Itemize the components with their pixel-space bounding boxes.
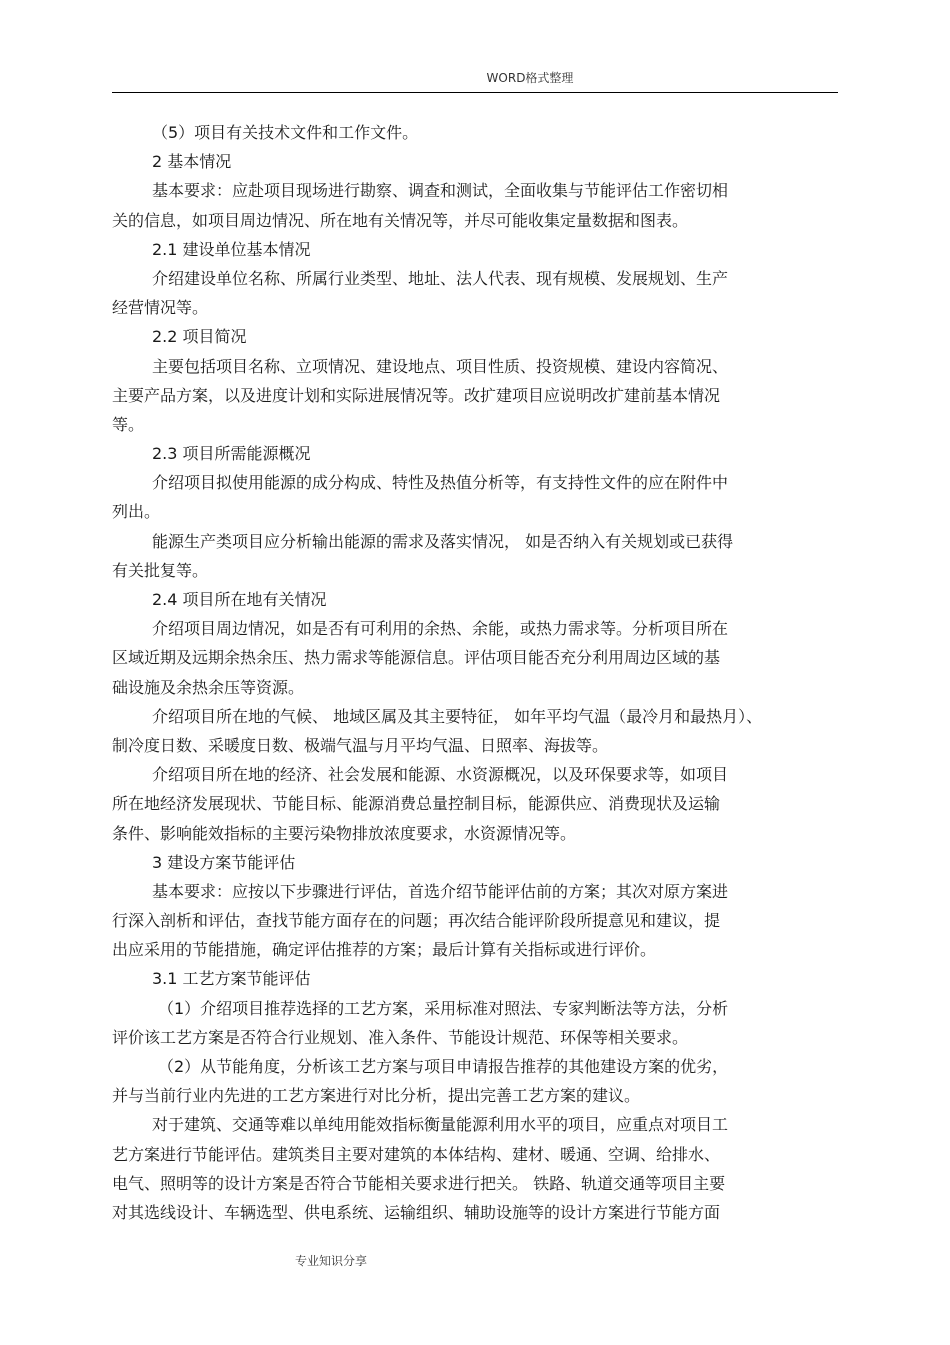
text-line: 主要包括项目名称、立项情况、建设地点、项目性质、投资规模、建设内容简况、 [152,356,729,376]
text-line: 评价该工艺方案是否符合行业规划、准入条件、节能设计规范、环保等相关要求。 [112,1027,689,1047]
text-line: 列出。 [112,502,161,522]
page-footer: 专业知识分享 [295,1254,368,1268]
section-heading: 2 基本情况 [152,152,232,172]
text-line: （2）从节能角度，分析该工艺方案与项目申请报告推荐的其他建设方案的优劣， [158,1057,729,1076]
section-heading: 2.3 项目所需能源概况 [152,444,311,464]
text-line: 介绍项目所在地的气候、 地域区属及其主要特征， 如年平均气温（最冷月和最热月）、 [152,706,763,726]
text-line: 行深入剖析和评估，查找节能方面存在的问题；再次结合能评阶段所提意见和建议，提 [112,911,721,931]
text-line: 础设施及余热余压等资源。 [112,677,305,697]
section-heading: 3 建设方案节能评估 [152,852,296,872]
text-line: 出应采用的节能措施，确定评估推荐的方案；最后计算有关指标或进行评价。 [112,940,657,960]
text-line: 介绍建设单位名称、所属行业类型、地址、法人代表、现有规模、发展规划、生产 [152,268,729,288]
text-line: 等。 [112,414,145,434]
section-heading: 2.4 项目所在地有关情况 [152,590,327,609]
text-line: 有关批复等。 [112,560,209,580]
section-heading: 3.1 工艺方案节能评估 [152,969,311,989]
text-line: 经营情况等。 [112,298,209,318]
text-line: 基本要求：应赴项目现场进行勘察、调查和测试，全面收集与节能评估工作密切相 [152,181,729,201]
text-line: 基本要求：应按以下步骤进行评估，首选介绍节能评估前的方案；其次对原方案进 [152,881,729,901]
section-heading: 2.2 项目简况 [152,327,247,347]
page-header: WORD格式整理 [486,71,574,85]
text-line: 对于建筑、交通等难以单纯用能效指标衡量能源利用水平的项目，应重点对项目工 [152,1115,729,1135]
text-line: （5）项目有关技术文件和工作文件。 [152,123,419,142]
text-line: 并与当前行业内先进的工艺方案进行对比分析，提出完善工艺方案的建议。 [112,1086,641,1106]
text-line: 能源生产类项目应分析输出能源的需求及落实情况， 如是否纳入有关规划或已获得 [152,531,734,551]
text-line: 艺方案进行节能评估。建筑类目主要对建筑的本体结构、建材、暖通、空调、给排水、 [112,1144,721,1164]
text-line: 所在地经济发展现状、节能目标、能源消费总量控制目标，能源供应、消费现状及运输 [112,794,721,814]
document-body [112,118,842,1227]
text-line: 主要产品方案，以及进度计划和实际进展情况等。改扩建项目应说明改扩建前基本情况 [112,385,721,405]
text-line: 关的信息，如项目周边情况、所在地有关情况等，并尽可能收集定量数据和图表。 [112,210,689,230]
text-line: 区域近期及远期余热余压、热力需求等能源信息。评估项目能否充分利用周边区域的基 [112,648,721,668]
header-rule [112,92,838,93]
section-heading: 2.1 建设单位基本情况 [152,239,311,259]
text-line: （1）介绍项目推荐选择的工艺方案，采用标准对照法、专家判断法等方法，分析 [158,998,729,1018]
text-line: 条件、影响能效指标的主要污染物排放浓度要求，水资源情况等。 [112,823,577,843]
text-line: 介绍项目所在地的经济、社会发展和能源、水资源概况，以及环保要求等，如项目 [152,765,729,785]
text-line: 对其选线设计、车辆选型、供电系统、运输组织、辅助设施等的设计方案进行节能方面 [112,1202,721,1222]
text-line: 介绍项目周边情况，如是否有可利用的余热、余能，或热力需求等。分析项目所在 [152,619,729,639]
text-line: 电气、照明等的设计方案是否符合节能相关要求进行把关。 铁路、轨道交通等项目主要 [112,1173,726,1193]
text-line: 介绍项目拟使用能源的成分构成、特性及热值分析等，有支持性文件的应在附件中 [152,473,729,493]
text-line: 制冷度日数、采暖度日数、极端气温与月平均气温、日照率、海拔等。 [112,735,609,755]
